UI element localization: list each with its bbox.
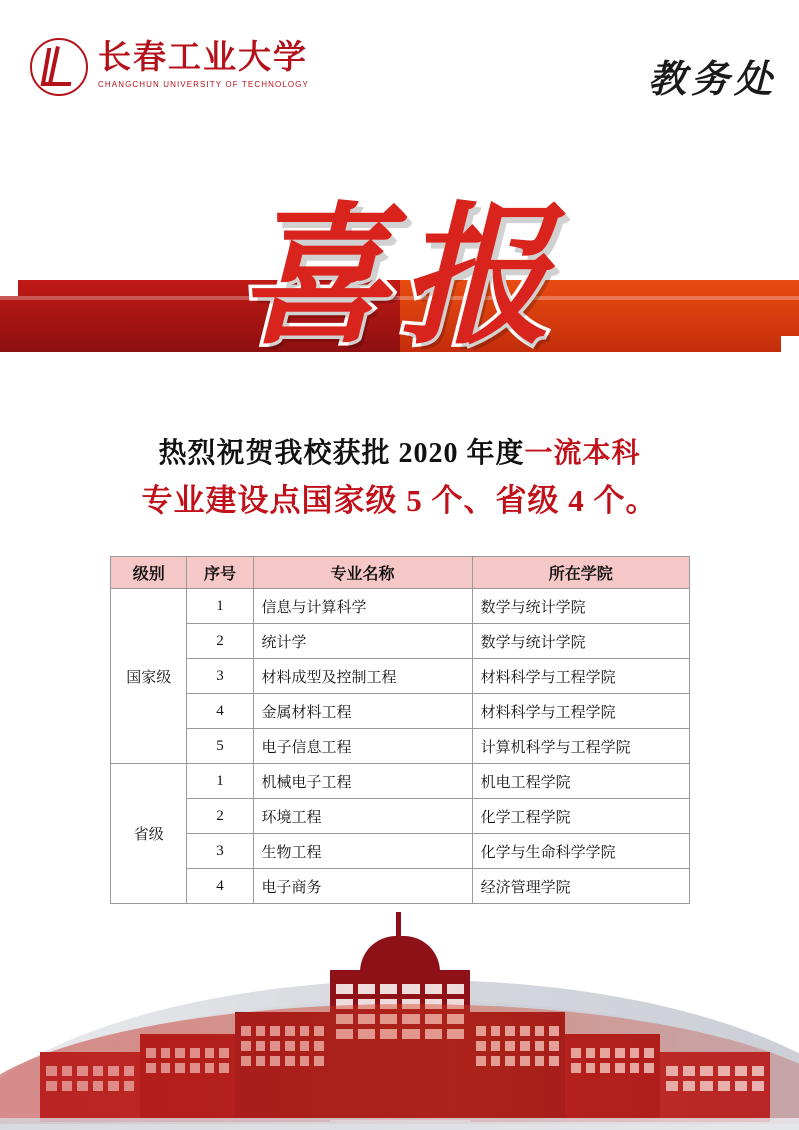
university-name-cn: 长春工业大学 bbox=[98, 40, 308, 76]
college-cell: 化学工程学院 bbox=[472, 799, 689, 834]
major-cell: 统计学 bbox=[253, 624, 472, 659]
header-level: 级别 bbox=[111, 557, 187, 589]
university-logo bbox=[30, 38, 309, 96]
header-college: 所在学院 bbox=[472, 557, 689, 589]
banner-left-bar bbox=[0, 280, 400, 352]
award-table bbox=[110, 556, 690, 904]
college-cell: 经济管理学院 bbox=[472, 869, 689, 904]
major-cell: 电子信息工程 bbox=[253, 729, 472, 764]
no-cell: 3 bbox=[187, 659, 253, 694]
no-cell: 4 bbox=[187, 869, 253, 904]
page-header bbox=[0, 30, 799, 120]
no-cell: 1 bbox=[187, 589, 253, 624]
no-cell: 3 bbox=[187, 834, 253, 869]
header-no: 序号 bbox=[187, 557, 253, 589]
university-name-en: CHANGCHUN UNIVERSITY OF TECHNOLOGY bbox=[98, 80, 309, 89]
table-row bbox=[111, 764, 690, 799]
department-title: 教务处 bbox=[647, 59, 777, 101]
award-table-head bbox=[111, 557, 690, 589]
table-header-row bbox=[111, 557, 690, 589]
no-cell: 1 bbox=[187, 764, 253, 799]
major-cell: 信息与计算科学 bbox=[253, 589, 472, 624]
major-cell: 金属材料工程 bbox=[253, 694, 472, 729]
university-emblem-icon bbox=[30, 38, 88, 96]
header-major: 专业名称 bbox=[253, 557, 472, 589]
xibao-text: 喜报 bbox=[237, 194, 562, 362]
level-cell-national: 国家级 bbox=[111, 589, 187, 764]
major-cell: 生物工程 bbox=[253, 834, 472, 869]
table-row bbox=[111, 729, 690, 764]
banner-right-bar bbox=[400, 280, 799, 352]
college-cell: 材料科学与工程学院 bbox=[472, 659, 689, 694]
award-table-body bbox=[111, 589, 690, 904]
banner-sheen bbox=[0, 296, 799, 300]
college-cell: 数学与统计学院 bbox=[472, 624, 689, 659]
headline-line-2: 专业建设点国家级 5 个、省级 4 个。 bbox=[141, 483, 658, 518]
no-cell: 5 bbox=[187, 729, 253, 764]
college-cell: 计算机科学与工程学院 bbox=[472, 729, 689, 764]
table-row bbox=[111, 659, 690, 694]
no-cell: 4 bbox=[187, 694, 253, 729]
logo-text-block bbox=[98, 38, 309, 92]
banner-notch-right bbox=[781, 336, 799, 352]
major-cell: 机械电子工程 bbox=[253, 764, 472, 799]
table-row bbox=[111, 589, 690, 624]
ground-line bbox=[0, 1118, 799, 1130]
college-cell: 机电工程学院 bbox=[472, 764, 689, 799]
major-cell: 电子商务 bbox=[253, 869, 472, 904]
major-cell: 环境工程 bbox=[253, 799, 472, 834]
announcement-headline bbox=[0, 432, 799, 526]
college-cell: 数学与统计学院 bbox=[472, 589, 689, 624]
award-table-wrapper bbox=[110, 556, 690, 904]
college-cell: 化学与生命科学学院 bbox=[472, 834, 689, 869]
campus-illustration bbox=[0, 905, 799, 1130]
table-row bbox=[111, 869, 690, 904]
banner-notch-left bbox=[0, 280, 18, 296]
headline-line-1 bbox=[0, 432, 799, 476]
no-cell: 2 bbox=[187, 624, 253, 659]
headline-line-1-accent: 一流本科 bbox=[524, 438, 641, 469]
table-row bbox=[111, 834, 690, 869]
no-cell: 2 bbox=[187, 799, 253, 834]
major-cell: 材料成型及控制工程 bbox=[253, 659, 472, 694]
table-row bbox=[111, 694, 690, 729]
red-banner bbox=[0, 280, 799, 352]
level-cell-provincial: 省级 bbox=[111, 764, 187, 904]
headline-line-1-prefix: 热烈祝贺我校获批 2020 年度 bbox=[158, 438, 525, 469]
table-row bbox=[111, 799, 690, 834]
college-cell: 材料科学与工程学院 bbox=[472, 694, 689, 729]
table-row bbox=[111, 624, 690, 659]
